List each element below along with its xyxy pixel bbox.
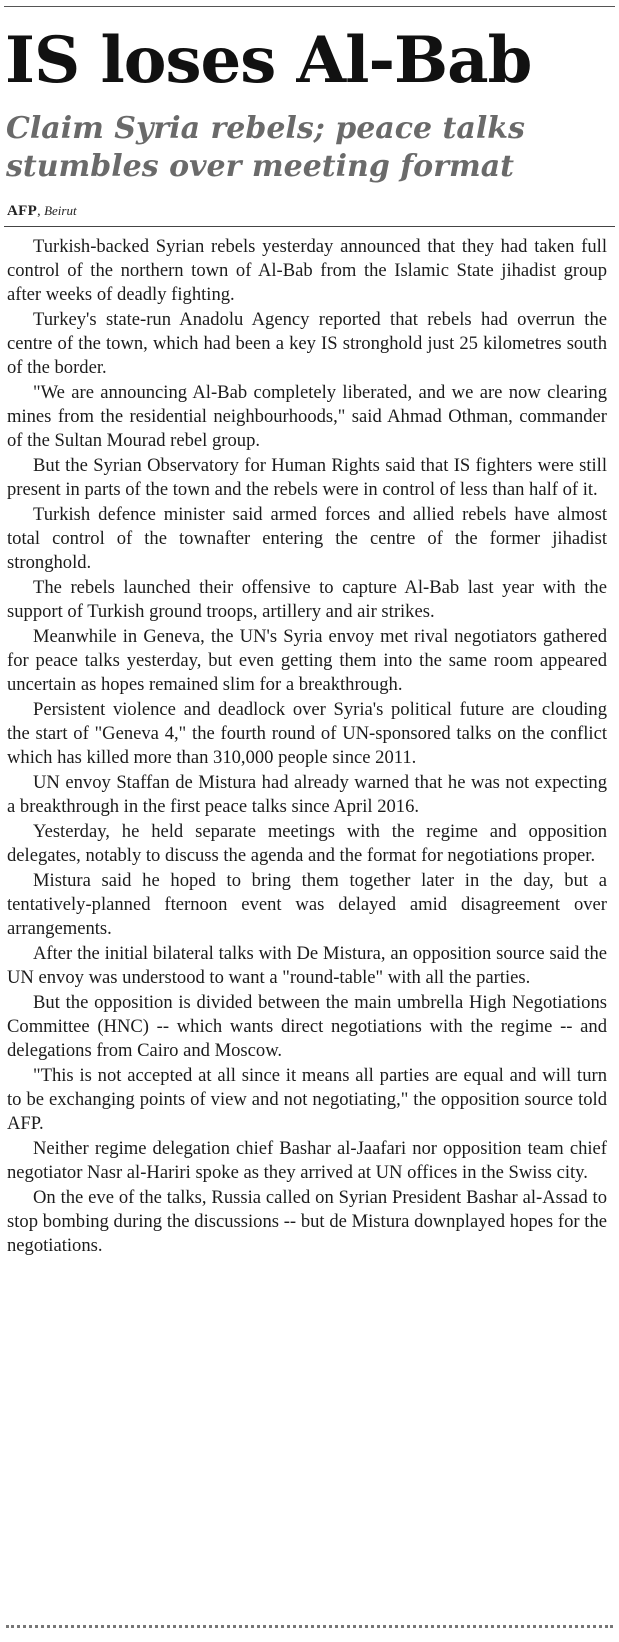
paragraph: Mistura said he hoped to bring them together later in the day, but a tentatively-planned fternoon event was delayed amid disagreement over arrangements. xyxy=(7,870,607,939)
paragraph: Persistent violence and deadlock over Syria's political future are clouding the start of "Geneva 4," the fourth round of UN-sponsored talks on the conflict which has killed more than 310,000 people since 2011. xyxy=(7,699,607,768)
paragraph: Turkey's state-run Anadolu Agency reported that rebels had overrun the centre of the town, which had been a key IS stronghold just 25 kilometres south of the border. xyxy=(7,309,607,378)
paragraph: Turkish-backed Syrian rebels yesterday announced that they had taken full control of the northern town of Al-Bab from the Islamic State jihadist group after weeks of deadly fighting. xyxy=(7,236,607,305)
paragraph: UN envoy Staffan de Mistura had already warned that he was not expecting a breakthrough in the first peace talks since April 2016. xyxy=(7,772,607,817)
paragraph: "This is not accepted at all since it means all parties are equal and will turn to be exchanging points of view and not negotiating," the opposition source told AFP. xyxy=(7,1065,607,1134)
byline-separator: , xyxy=(37,204,41,219)
paragraph: Turkish defence minister said armed forces and allied rebels have almost total control of the townafter entering the centre of the former jihadist stronghold. xyxy=(7,504,607,573)
paragraph: The rebels launched their offensive to capture Al-Bab last year with the support of Turkish ground troops, artillery and air strikes. xyxy=(7,577,607,622)
top-rule xyxy=(4,6,615,7)
paragraph: But the Syrian Observatory for Human Rights said that IS fighters were still present in parts of the town and the rebels were in control of less than half of it. xyxy=(7,455,607,500)
paragraph: Yesterday, he held separate meetings with the regime and opposition delegates, notably to discuss the agenda and the format for negotiations proper. xyxy=(7,821,607,866)
byline-agency: AFP xyxy=(7,203,38,219)
byline xyxy=(7,202,77,221)
paragraph: "We are announcing Al-Bab completely liberated, and we are now clearing mines from the residential neighbourhoods," said Ahmad Othman, commander of the Sultan Mourad rebel group. xyxy=(7,382,607,451)
article-body xyxy=(7,235,607,1259)
byline-location: Beirut xyxy=(44,203,77,218)
paragraph: On the eve of the talks, Russia called on Syrian President Bashar al-Assad to stop bombing during the discussions -- but de Mistura downplayed hopes for the negotiations. xyxy=(7,1187,607,1256)
subheadline: Claim Syria rebels; peace talks stumbles over meeting format xyxy=(6,111,525,184)
bottom-dotted-rule xyxy=(6,1625,613,1628)
paragraph: But the opposition is divided between the main umbrella High Negotiations Committee (HNC) -- which wants direct negotiations with the regime -- and delegations from Cairo and Moscow. xyxy=(7,992,607,1061)
paragraph: After the initial bilateral talks with De Mistura, an opposition source said the UN envoy was understood to want a "round-table" with all the parties. xyxy=(7,943,607,988)
headline: IS loses Al-Bab xyxy=(5,23,532,98)
byline-rule xyxy=(4,226,615,227)
paragraph: Meanwhile in Geneva, the UN's Syria envoy met rival negotiators gathered for peace talks yesterday, but even getting them into the same room appeared uncertain as hopes remained slim for a breakthrough. xyxy=(7,626,607,695)
paragraph: Neither regime delegation chief Bashar al-Jaafari nor opposition team chief negotiator Nasr al-Hariri spoke as they arrived at UN offices in the Swiss city. xyxy=(7,1138,607,1183)
